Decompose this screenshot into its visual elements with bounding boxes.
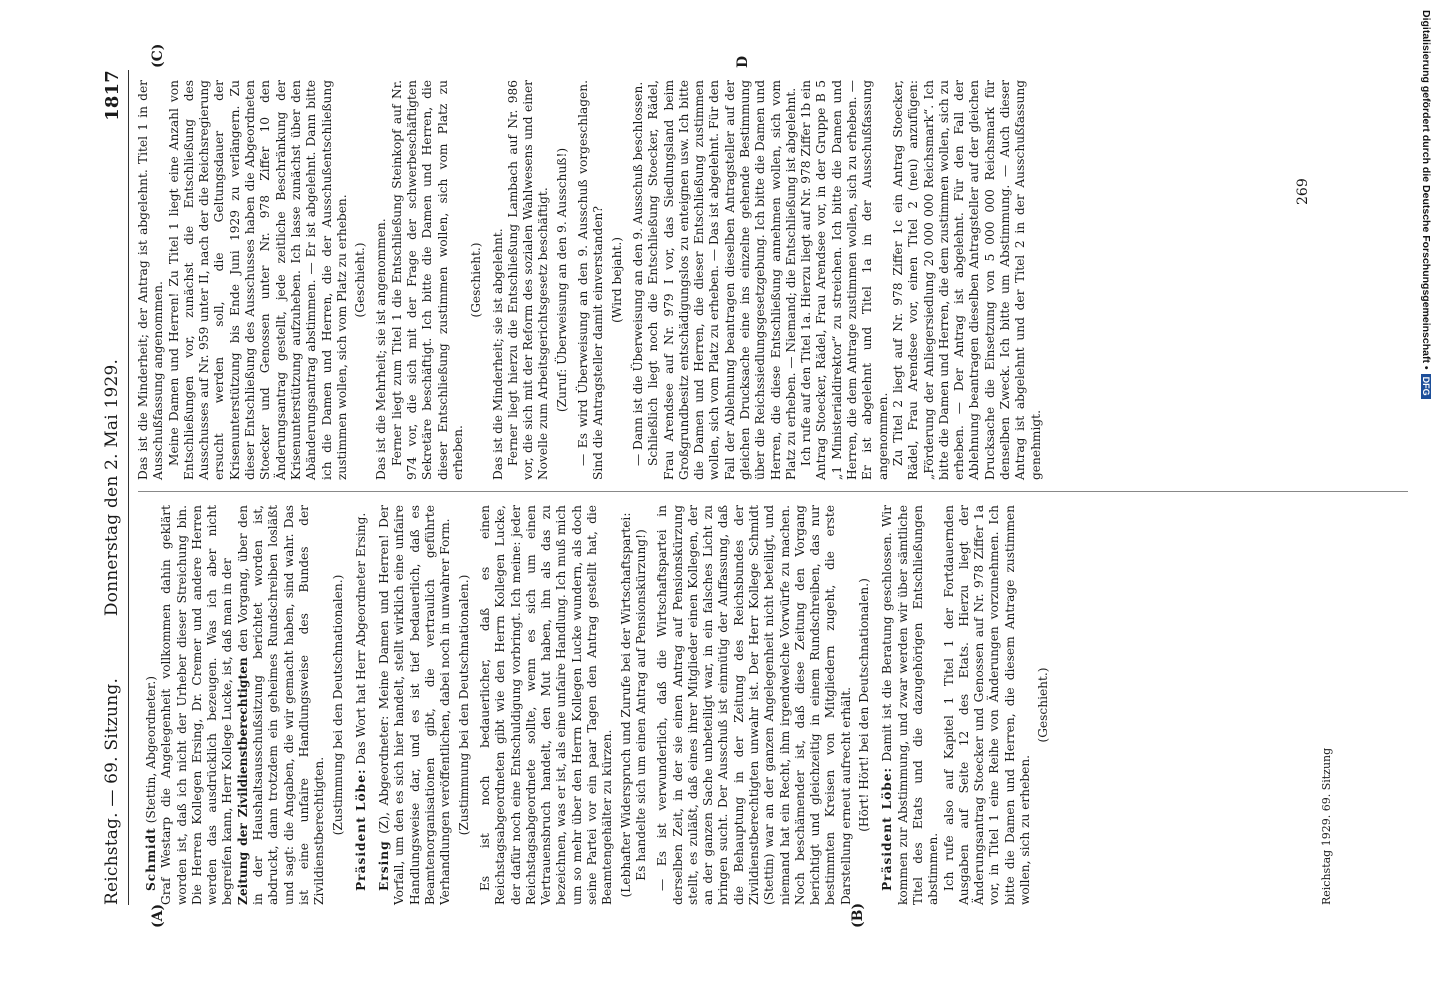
paragraph: Ich rufe auf den Titel 1a. Hierzu liegt auf Nr. 978 Ziffer 1b ein Antrag Stoecker, Rädel, Frau Arendsee vor, in der Gruppe B 5 „1 Ministerialdirektor“ zu streichen. Ich bitte die Damen und Herren, die dem Antrage zustimmen wollen, sich zu erheben. — Er ist abgelehnt und Titel 1a in der Ausschußfassung angenommen. — [799, 80, 890, 480]
paragraph-text: den Vorgang, über den in der Haushaltsausschußsitzung berichtet worden ist, abdruckt, dann trotzdem ein geheimes Rundschreiben losläßt und sagt: die Angaben, die wir gemacht haben, sind wahr. Das ist eine unfaire Handlungsweise des Bundes der Zivildienstberechtigten. — [235, 505, 327, 905]
stage-direction: (Lebhafter Widerspruch und Zurufe bei der Wirtschaftspartei: Es handelte sich um einen Antrag auf Pensionskürzung!) — [618, 512, 648, 898]
paragraph: — Dann ist die Überweisung an den 9. Ausschuß beschlossen. — [630, 81, 645, 466]
speech-text: (Z), Abgeordneter: Meine Damen und Herren! Der Vorfall, um den es sich hier handelt, stellt wirklich eine unfaire Handlungsweise dar, und es ist tief bedauerlich, daß es Beamtenorganisationen gibt, die vertraulich geführte Verhandlungen veröffentlichen, dabei noch in unwahrer Form. — [377, 505, 453, 905]
running-head-left: Reichstag. — 69. Sitzung. — [102, 677, 122, 905]
speaker-name: Präsident Löbe: — [880, 767, 895, 891]
paragraph: Ich rufe also auf Kapitel 1 Titel 1 der Fortdauernden Ausgaben auf Seite 12 des Etats. Hierzu liegt der Änderungsantrag Stoecker und Genossen auf Nr. 978 Ziffer 1a vor, in Titel 1 eine Reihe von Änderungen vorzunehmen. Ich bitte die Damen und Herren, die diesem Antrage zustimmen wollen, sich zu erheben. — [941, 505, 1033, 905]
speaker-paragraph — [144, 505, 159, 905]
paragraph: Das ist die Mehrheit; sie ist angenommen. — [374, 218, 389, 480]
stage-direction: (Geschieht.) — [353, 242, 368, 318]
page-signature: 269 — [1295, 178, 1311, 205]
digitization-credit — [1420, 10, 1434, 550]
speaker-paragraph — [354, 505, 369, 905]
margin-marker-c: (C) — [150, 43, 166, 68]
speech-text: Das Wort hat Herr Abgeordneter Ersing. — [353, 512, 368, 769]
header-rule — [128, 70, 129, 905]
dfg-logo: DFG — [1421, 374, 1431, 399]
stage-direction: (Zuruf: Überweisung an den 9. Ausschuß!) — [554, 147, 569, 413]
paragraph: Graf Westarp die Angelegenheit vollkommen dahin geklärt worden ist, daß ich nicht der Urheber dieser Streichung bin. Die Herren Kollegen Ersing, Dr. Cremer und andere Herren werden das ausdrücklich bezeugen. Was ich aber nicht begreifen kann, Herr Kollege Lucke, ist, daß man in der — [159, 505, 235, 905]
speaker-name: Ersing — [377, 840, 392, 891]
margin-marker-b: (B) — [850, 902, 866, 928]
stage-direction: (Hört! Hört! bei den Deutschnationalen.) — [857, 578, 872, 832]
paragraph: Das ist die Minderheit; der Antrag ist abgelehnt. Titel 1 in der Ausschußfassung angenommen. — [136, 80, 166, 480]
running-head-date: Donnerstag den 2. Mai 1929. — [102, 358, 122, 617]
page-number: 1817 — [102, 70, 123, 121]
stage-direction: (Geschieht.) — [469, 242, 484, 318]
paragraph: Zu Titel 2 liegt auf Nr. 978 Ziffer 1c ein Antrag Stoecker, Rädel, Frau Arendsee vor, einen Titel 2 (neu) anzufügen: „Förderung der Anliegersiedlung 20 000 000 Reichsmark“. Ich bitte die Damen und Herren, die dem zustimmen wollen, sich zu erheben. — Der Antrag ist abgelehnt. Für den Fall der Ablehnung beantragen dieselben Antragsteller auf der gleichen Drucksache die Einsetzung von 5 000 000 Reichsmark für denselben Zweck. Ich bitte um Abstimmung. — Auch dieser Antrag ist abgelehnt und der Titel 2 in der Ausschußfassung genehmigt. — [890, 80, 1043, 480]
stage-direction: (Wird bejaht.) — [609, 237, 624, 323]
paragraph: Das ist die Minderheit; sie ist abgelehnt. — [490, 228, 505, 480]
margin-marker-d: D — [735, 55, 751, 68]
speaker-paragraph — [880, 505, 941, 905]
margin-marker-a: (A) — [150, 903, 166, 928]
text-column-left — [136, 505, 1058, 905]
column-divider — [138, 491, 1408, 492]
paragraph: Schließlich liegt noch die Entschließung Stoecker, Rädel, Frau Arendsee auf Nr. 979 I vor, das Siedlungsland beim Großgrundbesitz entschädigungslos zu enteignen usw. Ich bitte die Damen und Herren, die dieser Entschließung zustimmen wollen, sich vom Platz zu erheben. — Das ist abgelehnt. Für den Fall der Ablehnung beantragen dieselben Antragsteller auf der gleichen Drucksache eine ins einzelne gehende Bestimmung über die Reichssiedlungsgesetzgebung. Ich bitte die Damen und Herren, die diese Entschließung annehmen wollen, sich vom Platz zu erheben. — Niemand; die Entschließung ist abgelehnt. — [646, 80, 798, 480]
paragraph — [236, 505, 328, 905]
page-footer: Reichstag 1929. 69. Sitzung — [1320, 747, 1333, 905]
paragraph: Es ist noch bedauerlicher, daß es einen Reichstagsabgeordneten gibt wie den Herrn Kollegen Lucke, der dafür noch eine Entschuldigung vorbringt. Ich meine: jeder Reichstagsabgeordnete sollte, wenn es sich um einen Vertrauensbruch handelt, den Mut haben, ihn als das zu bezeichnen, was er ist, als eine unfaire Handlung. Ich muß mich um so mehr über den Herrn Kollegen Lucke wundern, als doch seine Partei vor ein paar Tagen den Antrag gestellt hat, die Beamtengehälter zu kürzen. — [477, 505, 615, 905]
paragraph: Ferner liegt zum Titel 1 die Entschließung Steinkopf auf Nr. 974 vor, die sich mit der Frage der schwerbeschäftigten Sekretäre beschäftigt. Ich bitte die Damen und Herren, die dieser Entschließung zustimmen wollen, sich vom Platz zu erheben. — [389, 80, 465, 480]
paragraph: — Es ist verwunderlich, daß die Wirtschaftspartei in derselben Zeit, in der sie einen Antrag auf Pensionskürzung stellt, es zuläßt, daß eines ihrer Mitglieder einen Kollegen, der an der ganzen Sache unbeteiligt war, in ein falsches Licht zu bringen sucht. Der Ausschuß ist einmütig der Auffassung, daß die Behauptung in der Zeitung des Reichsbundes der Zivildienstberechtigten unwahr ist. Der Herr Kollege Schmidt (Stettin) war an der ganzen Angelegenheit nicht beteiligt, und niemand hat ein Recht, ihm irgendwelche Vorwürfe zu machen. Noch beschämender ist, daß diese Zeitung den Vorgang berichtigt und gleichzeitig in einem Rundschreiben, das nur bestimmten Kreisen von Mitgliedern zugeht, die erste Darstellung erneut aufrecht erhält. — [655, 505, 853, 905]
paragraph: — Es wird Überweisung an den 9. Ausschuß vorgeschlagen. Sind die Antragsteller damit einverstanden? — [576, 80, 606, 480]
speech-text: Damit ist die Beratung geschlossen. Wir kommen zur Abstimmung, und zwar werden wir über sämtliche Titel des Etats und die dazugehörigen Entschließungen abstimmen. — [880, 505, 941, 905]
stage-direction: (Zustimmung bei den Deutschnationalen.) — [456, 574, 471, 836]
paragraph: Meine Damen und Herren! Zu Titel 1 liegt eine Anzahl von Entschließungen vor, zunächst die Entschließung des Ausschusses auf Nr. 959 unter II, nach der die Reichsregierung ersucht werden soll, die Geltungsdauer der Krisenunterstützung bis Ende Juni 1929 zu verlängern. Zu dieser Entschließung des Ausschusses haben die Abgeordneten Stoecker und Genossen unter Nr. 978 Ziffer 10 den Änderungsantrag gestellt, jede zeitliche Beschränkung der Krisenunterstützung aufzuheben. Ich lasse zunächst über den Abänderungsantrag abstimmen. — Er ist abgelehnt. Dann bitte ich die Damen und Herren, die der Ausschußentschließung zustimmen wollen, sich vom Platz zu erheben. — [166, 80, 349, 480]
stage-direction: (Geschieht.) — [1036, 667, 1051, 743]
speaker-name: Schmidt — [144, 827, 158, 891]
emphasized-text: Zeitung der Zivildienstberechtigten — [235, 657, 250, 905]
speech-text: (Stettin, Abgeordneter.) — [144, 675, 158, 828]
stage-direction: (Zustimmung bei den Deutschnationalen.) — [330, 574, 345, 836]
credit-text: Digitalisierung gefördert durch die Deutsche Forschungsgemeinschaft • — [1420, 10, 1432, 370]
text-column-right — [136, 80, 1044, 480]
paragraph: Ferner liegt hierzu die Entschließung Lambach auf Nr. 986 vor, die sich mit der Reform des sozialen Wahlwesens und einer Novelle zum Arbeitsgerichtsgesetz beschäftigt. — [505, 80, 551, 480]
speaker-name: Präsident Löbe: — [353, 768, 368, 891]
running-head — [102, 70, 126, 905]
speaker-paragraph — [377, 505, 453, 905]
